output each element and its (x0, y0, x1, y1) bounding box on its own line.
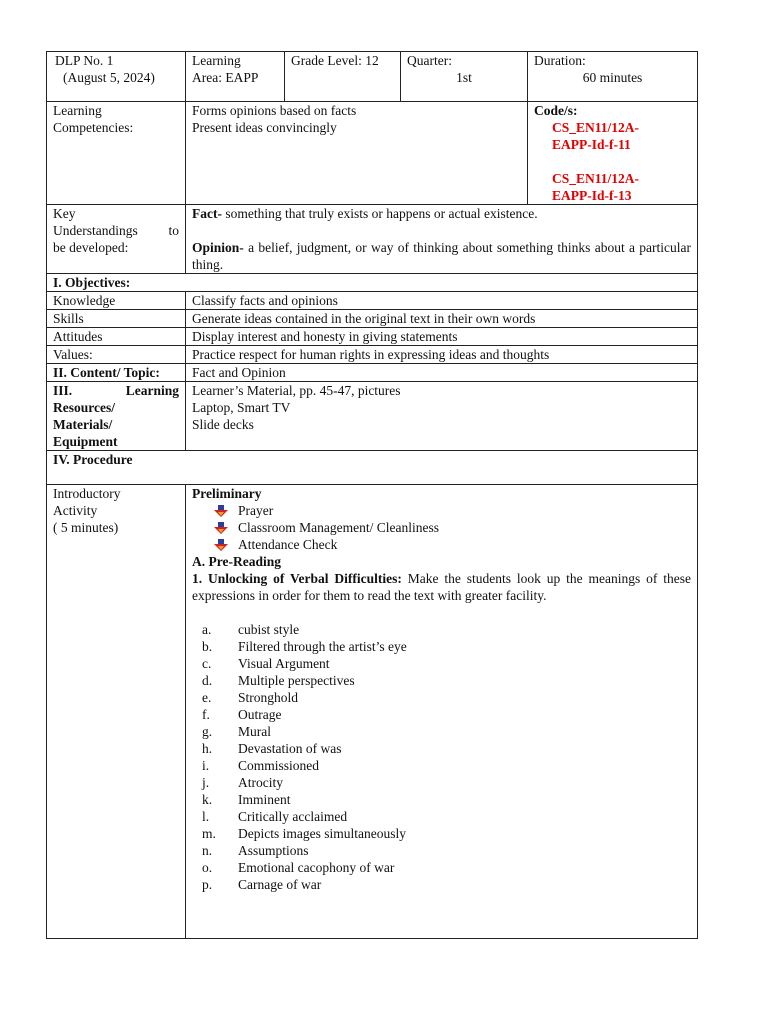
list-item (202, 876, 691, 893)
vocab-term: cubist style (238, 622, 300, 637)
objective-label: Knowledge (47, 292, 186, 310)
dlp-number-cell (47, 52, 186, 102)
arrow-bullet-icon (214, 522, 228, 534)
vocab-letter: e. (202, 690, 212, 705)
opinion-def: a belief, judgment, or way of thinking about something thinks about a particular thing. (192, 240, 691, 272)
objective-value: Classify facts and opinions (186, 292, 698, 310)
vocab-term: Devastation of was (238, 741, 342, 756)
resources-label-1 (53, 382, 179, 399)
vocab-term: Commissioned (238, 758, 320, 773)
list-item (214, 502, 691, 519)
list-item (202, 740, 691, 757)
resource-item: Slide decks (192, 417, 254, 432)
list-item (202, 791, 691, 808)
dlp-table (46, 51, 698, 939)
resources-label-4: Equipment (53, 434, 118, 449)
vocab-term: Emotional cacophony of war (238, 860, 395, 875)
fact-term: Fact- (192, 206, 222, 221)
vocab-letter: h. (202, 741, 213, 756)
objective-label: Values: (47, 346, 186, 364)
code-2-line-2: EAPP-Id-f-13 (552, 188, 632, 203)
key-understandings-row (47, 205, 698, 274)
code-2-line-1: CS_EN11/12A- (552, 171, 640, 186)
objective-label: Skills (47, 310, 186, 328)
content-row (47, 364, 698, 382)
learning-area-value: Area: EAPP (192, 70, 259, 85)
procedure-heading-row (47, 451, 698, 485)
vocab-letter: i. (202, 758, 210, 773)
arrow-bullet-icon (214, 539, 228, 551)
competencies-value-cell (186, 102, 528, 205)
preliminary-item: Prayer (238, 503, 274, 518)
list-item (202, 774, 691, 791)
vocab-letter: n. (202, 843, 213, 858)
preliminary-item: Attendance Check (238, 537, 338, 552)
key-understandings-value-cell (186, 205, 698, 274)
objectives-heading: I. Objectives: (47, 274, 698, 292)
resources-row (47, 382, 698, 451)
key-understandings-label-cell (47, 205, 186, 274)
objective-row (47, 310, 698, 328)
codes-cell (528, 102, 698, 205)
dlp-number: DLP No. 1 (55, 53, 114, 68)
code-1-line-2: EAPP-Id-f-11 (552, 137, 631, 152)
opinion-definition (192, 239, 691, 273)
objective-label: Attitudes (47, 328, 186, 346)
objective-row (47, 346, 698, 364)
vocab-term: Critically acclaimed (238, 809, 348, 824)
unlocking-title: 1. Unlocking of Verbal Difficulties: (192, 571, 402, 586)
list-item (202, 706, 691, 723)
intro-label-3: ( 5 minutes) (53, 520, 119, 535)
vocab-letter: j. (202, 775, 210, 790)
learning-area-cell (186, 52, 285, 102)
content-value: Fact and Opinion (186, 364, 698, 382)
list-item (202, 638, 691, 655)
vocab-letter: g. (202, 724, 213, 739)
resource-item: Learner’s Material, pp. 45-47, pictures (192, 383, 401, 398)
intro-label-cell (47, 485, 186, 939)
fact-definition (192, 205, 691, 222)
objective-value: Practice respect for human rights in expressing ideas and thoughts (186, 346, 698, 364)
competencies-label-1: Learning (53, 103, 102, 118)
key-understandings-label-2b: to (168, 223, 179, 238)
list-item (214, 519, 691, 536)
vocab-letter: m. (202, 826, 216, 841)
key-understandings-label-1: Key (53, 206, 76, 221)
vocab-letter: p. (202, 877, 213, 892)
resources-value-cell (186, 382, 698, 451)
duration-value: 60 minutes (582, 70, 643, 85)
vocab-term: Visual Argument (238, 656, 330, 671)
header-row (47, 52, 698, 102)
pre-reading-heading: A. Pre-Reading (192, 554, 281, 569)
objective-value: Generate ideas contained in the original text in their own words (186, 310, 698, 328)
introductory-activity-row (47, 485, 698, 939)
objective-row (47, 328, 698, 346)
resources-label-2: Resources/ (53, 400, 115, 415)
list-item (202, 621, 691, 638)
competency-item: Present ideas convincingly (192, 120, 337, 135)
vocab-letter: c. (202, 656, 212, 671)
codes-label: Code/s: (534, 103, 578, 118)
key-understandings-label-2 (53, 222, 179, 239)
objectives-heading-row (47, 274, 698, 292)
vocab-letter: o. (202, 860, 213, 875)
list-item (202, 757, 691, 774)
vocab-term: Assumptions (238, 843, 309, 858)
quarter-label: Quarter: (407, 53, 452, 68)
intro-label-2: Activity (53, 503, 98, 518)
vocab-term: Atrocity (238, 775, 283, 790)
list-item (202, 689, 691, 706)
list-item (202, 655, 691, 672)
competencies-label-cell (47, 102, 186, 205)
procedure-heading: IV. Procedure (47, 451, 698, 485)
intro-label-1: Introductory (53, 486, 121, 501)
vocab-letter: f. (202, 707, 210, 722)
vocab-term: Filtered through the artist’s eye (238, 639, 407, 654)
list-item (202, 825, 691, 842)
learning-area-label: Learning (192, 53, 241, 68)
opinion-term: Opinion- (192, 240, 244, 255)
resources-label-1b: Learning (125, 383, 179, 398)
unlocking-paragraph (192, 570, 691, 604)
list-item (202, 672, 691, 689)
vocab-term: Imminent (238, 792, 291, 807)
resources-label-cell (47, 382, 186, 451)
preliminary-heading: Preliminary (192, 486, 262, 501)
list-item (214, 536, 691, 553)
preliminary-item: Classroom Management/ Cleanliness (238, 520, 439, 535)
list-item (202, 723, 691, 740)
vocab-term: Mural (238, 724, 271, 739)
vocab-letter: l. (202, 809, 210, 824)
resources-label-1a: III. (53, 383, 73, 398)
dlp-date: (August 5, 2024) (63, 70, 155, 85)
quarter-cell (401, 52, 528, 102)
vocab-term: Multiple perspectives (238, 673, 355, 688)
list-item (202, 808, 691, 825)
grade-level: Grade Level: 12 (291, 53, 379, 68)
key-understandings-label-2a: Understandings (53, 223, 138, 238)
objective-row (47, 292, 698, 310)
vocab-letter: k. (202, 792, 213, 807)
vocab-list (192, 621, 691, 893)
duration-cell (528, 52, 698, 102)
preliminary-list (192, 502, 691, 553)
objective-value: Display interest and honesty in giving statements (186, 328, 698, 346)
unlocking-text: Make the students look up the meanings of these expressions in order for them to read the text with greater facility. (192, 571, 691, 603)
vocab-letter: a. (202, 622, 212, 637)
vocab-term: Depicts images simultaneously (238, 826, 406, 841)
list-item (202, 859, 691, 876)
list-item (202, 842, 691, 859)
intro-content-cell (186, 485, 698, 939)
resource-item: Laptop, Smart TV (192, 400, 291, 415)
vocab-term: Carnage of war (238, 877, 322, 892)
resources-label-3: Materials/ (53, 417, 113, 432)
grade-level-cell (285, 52, 401, 102)
vocab-term: Outrage (238, 707, 282, 722)
key-understandings-label-3: be developed: (53, 240, 129, 255)
arrow-bullet-icon (214, 505, 228, 517)
content-label: II. Content/ Topic: (47, 364, 186, 382)
code-1-line-1: CS_EN11/12A- (552, 120, 640, 135)
vocab-term: Stronghold (238, 690, 299, 705)
competency-item: Forms opinions based on facts (192, 103, 357, 118)
competencies-row (47, 102, 698, 205)
fact-def: something that truly exists or happens or actual existence. (221, 206, 538, 221)
vocab-letter: b. (202, 639, 213, 654)
competencies-label-2: Competencies: (53, 120, 134, 135)
vocab-letter: d. (202, 673, 213, 688)
quarter-value: 1st (456, 70, 472, 85)
duration-label: Duration: (534, 53, 586, 68)
